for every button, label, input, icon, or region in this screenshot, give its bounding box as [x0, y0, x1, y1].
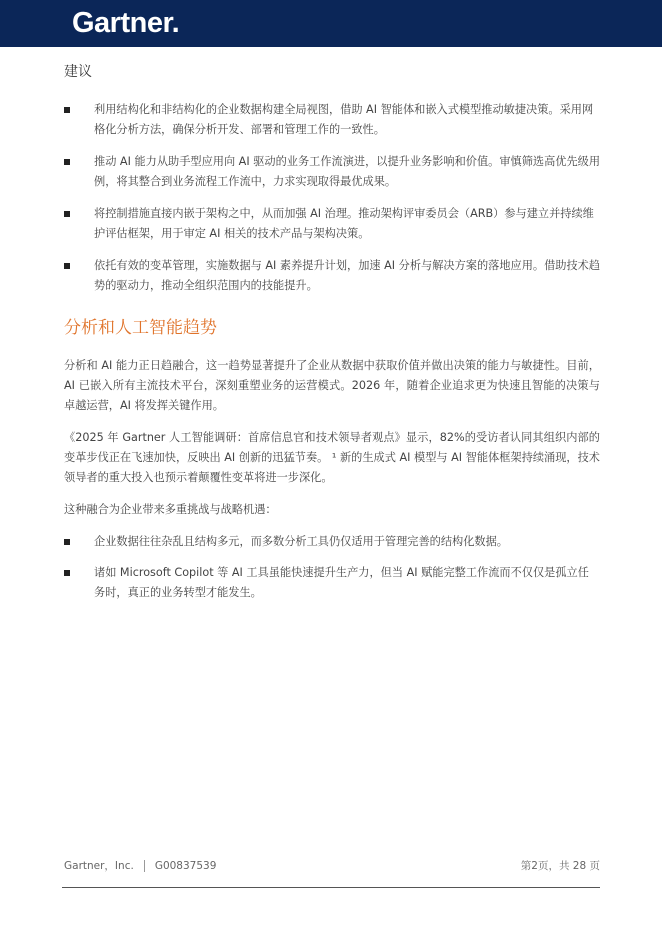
footer-divider [144, 860, 145, 872]
logo-dot: . [171, 7, 180, 39]
footer-company: Gartner，Inc. [64, 860, 134, 872]
list-item [64, 204, 600, 244]
bullet-square-icon [64, 159, 70, 165]
recommendation-text: 利用结构化和非结构化的企业数据构建全局视图，借助 AI 智能体和嵌入式模型推动敏捷决策。采用网格化分析方法，确保分析开发、部署和管理工作的一致性。 [94, 103, 594, 136]
section-title: 分析和人工智能趋势 [64, 318, 217, 338]
logo-text: Gartner [72, 7, 172, 39]
gartner-logo [72, 3, 179, 43]
page-content [64, 62, 600, 614]
list-item [64, 100, 600, 140]
bullet-square-icon [64, 570, 70, 576]
recommendation-text: 推动 AI 能力从助手型应用向 AI 驱动的业务工作流演进，以提升业务影响和价值。审慎筛选高优先级用例，将其整合到业务流程工作流中，力求实现取得最优成果。 [94, 155, 601, 188]
challenges-list [64, 532, 600, 603]
list-item [64, 256, 600, 296]
list-item [64, 152, 600, 192]
recommendation-text: 将控制措施直接内嵌于架构之中，从而加强 AI 治理。推动架构评审委员会（ARB）参与建立并持续维护评估框架，用于审定 AI 相关的技术产品与架构决策。 [94, 207, 594, 240]
footer-doc-id: G00837539 [154, 860, 217, 872]
footer-page-number: 第2页，共 28 页 [520, 860, 600, 872]
recommendation-text: 依托有效的变革管理，实施数据与 AI 素养提升计划，加速 AI 分析与解决方案的落地应用。借助技术趋势的驱动力，推动全组织范围内的技能提升。 [94, 259, 601, 292]
header-bar [0, 0, 662, 47]
recommendations-list [64, 100, 600, 296]
footer-left [64, 859, 216, 873]
challenge-text: 企业数据往往杂乱且结构多元，而多数分析工具仍仅适用于管理完善的结构化数据。 [94, 535, 508, 548]
bullet-square-icon [64, 211, 70, 217]
bullet-square-icon [64, 263, 70, 269]
paragraph: 《2025 年 Gartner 人工智能调研：首席信息官和技术领导者观点》显示，82%的受访者认同其组织内部的变革步伐正在飞速加快，反映出 AI 创新的迅猛节奏。 ¹ 新的生成式 AI 模型与 AI 智能体框架持续涌现，技术领导者的重大投入也预示着颠覆性变革将进一步深化。 [64, 431, 600, 484]
paragraph: 分析和 AI 能力正日趋融合，这一趋势显著提升了企业从数据中获取价值并做出决策的能力与敏捷性。目前，AI 已嵌入所有主流技术平台，深刻重塑业务的运营模式。2026 年，随着企业追求更为快速且智能的决策与卓越运营，AI 将发挥关键作用。 [64, 359, 600, 412]
bullet-square-icon [64, 107, 70, 113]
list-item [64, 563, 600, 603]
challenge-text: 诸如 Microsoft Copilot 等 AI 工具虽能快速提升生产力，但当 AI 赋能完整工作流而不仅仅是孤立任务时，真正的业务转型才能发生。 [94, 566, 589, 599]
paragraph: 这种融合为企业带来多重挑战与战略机遇： [64, 503, 277, 516]
list-item [64, 532, 600, 552]
recommendations-heading: 建议 [64, 64, 92, 80]
footer-divider-line [62, 887, 600, 888]
bullet-square-icon [64, 539, 70, 545]
